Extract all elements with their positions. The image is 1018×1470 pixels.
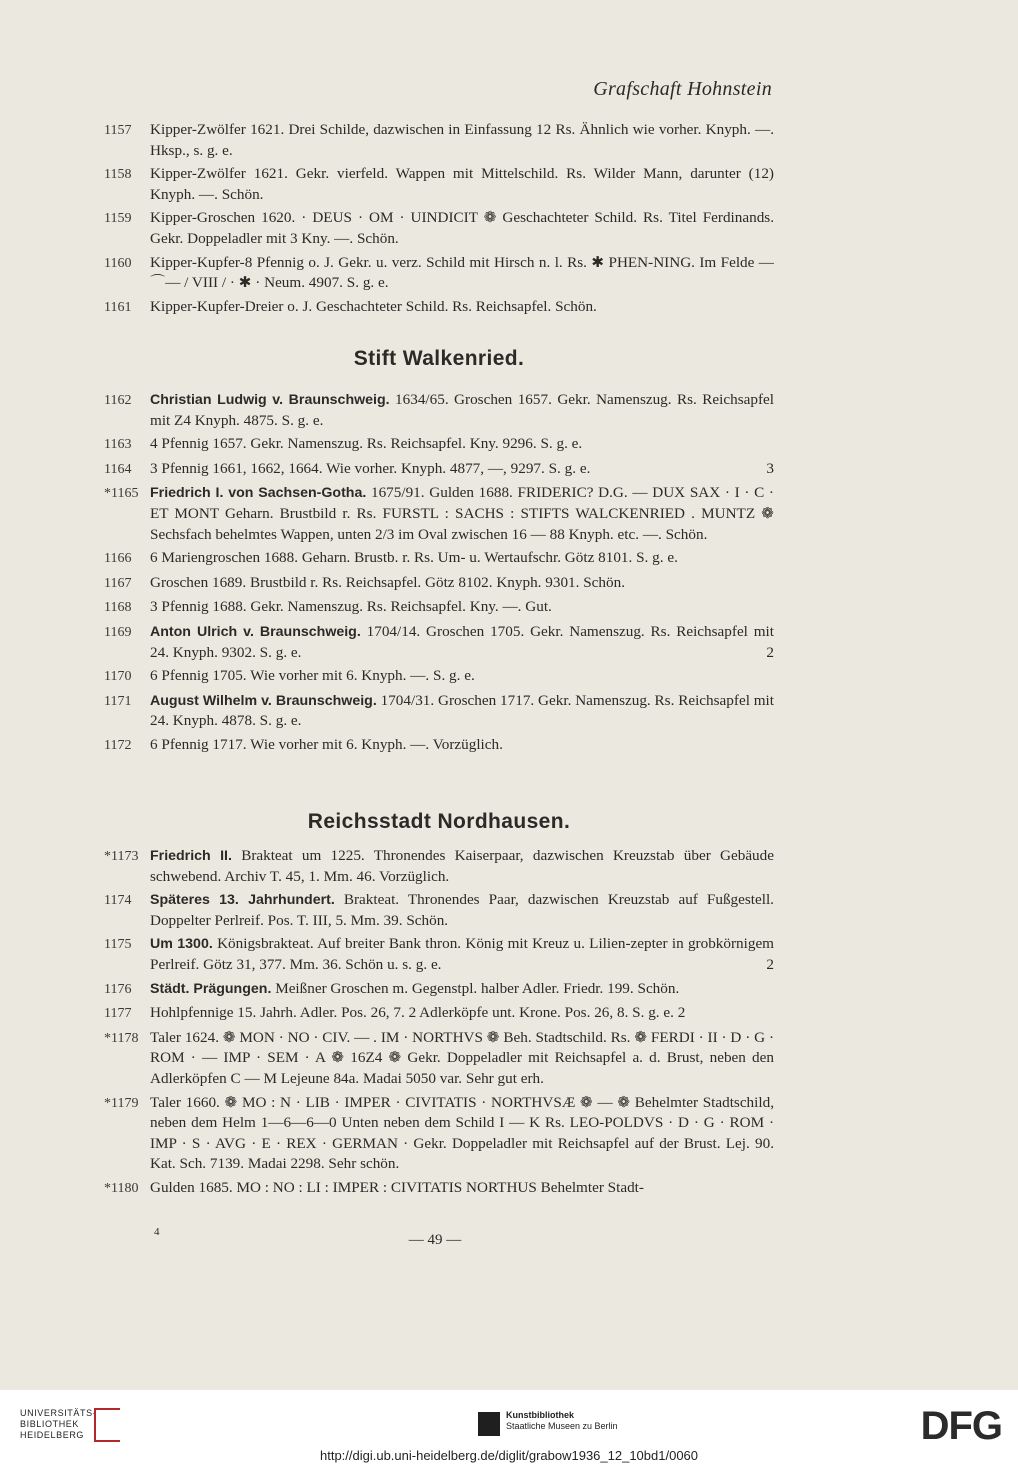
- catalog-entry: [104, 890, 774, 931]
- entry-ruler-name: Christian Ludwig v. Braunschweig.: [150, 392, 390, 408]
- entries-block-a: [104, 120, 774, 321]
- entry-number: 1172: [104, 737, 132, 753]
- entry-description: Brakteat um 1225. Thronendes Kaiserpaar, dazwischen Kreuzstab über Gebäude schwebend. Archiv T. 45, 1. Mm. 46. Vorzüglich.: [150, 847, 774, 885]
- entry-description: Hohlpfennige 15. Jahrh. Adler. Pos. 26, 7. 2 Adlerköpfe unt. Krone. Pos. 26, 8. S. g. e. 2: [150, 1004, 686, 1022]
- entry-number: *1180: [104, 1180, 139, 1196]
- entry-description: Kipper-Kupfer-Dreier o. J. Geschachteter Schild. Rs. Reichsapfel. Schön.: [150, 297, 597, 315]
- entry-number: *1178: [104, 1030, 139, 1046]
- entry-description: 6 Mariengroschen 1688. Geharn. Brustb. r. Rs. Um- u. Wertaufschr. Götz 8101. S. g. e.: [150, 549, 678, 567]
- entry-price: 2: [766, 643, 774, 661]
- catalog-entry: [104, 666, 774, 688]
- entry-price: 2: [766, 955, 774, 973]
- entry-description: 1704/31. Groschen 1717. Gekr. Namenszug. Rs. Reichsapfel mit 24. Knyph. 4878. S. g. e.: [150, 691, 774, 730]
- catalog-entry: [104, 1003, 774, 1025]
- entry-text: [150, 691, 774, 732]
- entry-text: [150, 890, 774, 931]
- entry-text: [150, 434, 774, 455]
- entry-text: [150, 979, 774, 1000]
- entry-text: [150, 846, 774, 887]
- entries-block-b: [104, 390, 774, 760]
- entry-ruler-name: Anton Ulrich v. Braunschweig.: [150, 623, 361, 640]
- entry-number: 1174: [104, 893, 132, 909]
- catalog-entry: [104, 164, 774, 205]
- entry-ruler-name: Späteres 13. Jahrhundert.: [150, 892, 335, 909]
- catalog-entry: [104, 1178, 774, 1200]
- kb-title: Kunstbibliothek: [506, 1410, 574, 1420]
- entry-number: 1162: [104, 393, 132, 408]
- entry-number: 1164: [104, 461, 132, 477]
- entry-number: *1165: [104, 486, 139, 502]
- entry-number: 1167: [104, 575, 132, 591]
- entry-text: [150, 666, 774, 687]
- entry-description: Taler 1660. ❁ MO : N · LIB · IMPER · CIVITATIS · NORTHVSÆ ❁ — ❁ Behelmter Stadtschild, neben dem Helm 1—6—6—0 Unten neben dem Schild I — K Rs. LEO-POLDVS · D · G · ROM · IMP · S · AVG · E · REX · GERMAN · Gekr. Doppeladler mit Reichsapfel auf der Brust. Lej. 90. Kat. Sch. 7139. Madai 2298. Sehr schön.: [150, 1093, 774, 1173]
- entry-number: 1171: [104, 693, 132, 709]
- entry-ruler-name: August Wilhelm v. Braunschweig.: [150, 692, 377, 709]
- entry-description: 1634/65. Groschen 1657. Gekr. Namenszug. Rs. Reichsapfel mit Z4 Knyph. 4875. S. g. e.: [150, 391, 774, 429]
- entry-text: [150, 120, 774, 161]
- entry-ruler-name: Friedrich I. von Sachsen-Gotha.: [150, 485, 367, 502]
- entry-number: 1159: [104, 211, 132, 227]
- catalog-entry: [104, 1093, 774, 1175]
- catalog-entry: [104, 934, 774, 975]
- entry-number: *1173: [104, 849, 139, 864]
- catalog-entry: [104, 459, 774, 481]
- entry-text: [150, 483, 774, 545]
- catalog-entry: [104, 597, 774, 619]
- entry-description: Königsbrakteat. Auf breiter Bank thron. König mit Kreuz u. Lilien-zepter in grobkörnigem Perlreif. Götz 31, 377. Mm. 36. Schön u. s. g. e.: [150, 935, 775, 973]
- uni-heidelberg-logo: [20, 1408, 96, 1441]
- catalog-entry: [104, 120, 774, 161]
- catalog-entry: [104, 390, 774, 431]
- page-number: — 49 —: [408, 1232, 462, 1248]
- entry-text: [150, 208, 774, 249]
- entry-text: [150, 1028, 774, 1090]
- entry-description: 1675/91. Gulden 1688. FRIDERIC? D.G. — DUX SAX · I · C · ET MONT Geharn. Brustbild r. Rs. FURSTL : SACHS : STIFTS WALCKENRIED . MUNTZ ❁ Sechsfach behelmtes Wappen, unten 2/3 im Oval zwischen 16 — 88 Knyph. etc. —. Schön.: [150, 484, 774, 543]
- entry-text: [150, 1178, 774, 1199]
- catalog-entry: [104, 735, 774, 757]
- section-heading-nordhausen: [104, 810, 774, 834]
- entry-text: [150, 164, 774, 205]
- entry-number: 1157: [104, 123, 132, 138]
- entry-description: Kipper-Groschen 1620. · DEUS · OM · UINDICIT ❁ Geschachteter Schild. Rs. Titel Ferdinands. Gekr. Doppeladler mit 3 Kny. —. Schön.: [150, 209, 774, 247]
- logo-line: HEIDELBERG: [20, 1430, 85, 1440]
- entry-number: 1158: [104, 167, 132, 183]
- entry-text: [150, 597, 774, 618]
- entry-description: Kipper-Zwölfer 1621. Gekr. vierfeld. Wappen mit Mittelschild. Rs. Wilder Mann, darunter (12) Knyph. —. Schön.: [150, 165, 774, 203]
- entry-description: Taler 1624. ❁ MON · NO · CIV. — . IM · NORTHVS ❁ Beh. Stadtschild. Rs. ❁ FERDI · II · D · G · ROM · — IMP · SEM · A ❁ 16Z4 ❁ Gekr. Doppeladler mit Reichsapfel a. d. Brust, neben den Adlerköpfen C — M Lejeune 84a. Madai 5050 var. Sehr gut erh.: [150, 1028, 774, 1087]
- entry-description: Groschen 1689. Brustbild r. Rs. Reichsapfel. Götz 8102. Knyph. 9301. Schön.: [150, 573, 625, 591]
- entry-description: 6 Pfennig 1705. Wie vorher mit 6. Knyph. —. S. g. e.: [150, 667, 475, 685]
- kunstbibliothek-logo: [506, 1410, 618, 1432]
- logo-line: UNIVERSITÄTS-: [20, 1408, 97, 1418]
- catalog-entry: [104, 573, 774, 595]
- catalog-entry: [104, 979, 774, 1001]
- entry-number: *1179: [104, 1095, 139, 1111]
- section-title: Stift Walkenried.: [353, 347, 525, 370]
- catalog-entry: [104, 434, 774, 456]
- entry-ruler-name: Städt. Prägungen.: [150, 980, 272, 997]
- entry-text: [150, 1093, 774, 1175]
- entry-description: Kipper-Kupfer-8 Pfennig o. J. Gekr. u. verz. Schild mit Hirsch n. l. Rs. ✱ PHEN-NING. Im Felde —⌒— / VIII / · ✱ · Neum. 4907. S. g. e.: [150, 253, 774, 292]
- entry-description: Gulden 1685. MO : NO : LI : IMPER : CIVITATIS NORTHUS Behelmter Stadt-: [150, 1178, 644, 1196]
- entry-number: 1163: [104, 437, 132, 453]
- entry-description: 4 Pfennig 1657. Gekr. Namenszug. Rs. Reichsapfel. Kny. 9296. S. g. e.: [150, 435, 583, 453]
- entry-text: [150, 1003, 774, 1024]
- catalog-entry: [104, 483, 774, 545]
- catalog-entry: [104, 208, 774, 249]
- entry-description: 3 Pfennig 1661, 1662, 1664. Wie vorher. Knyph. 4877, —, 9297. S. g. e.: [150, 459, 591, 477]
- dfg-logo: DFG: [920, 1404, 1002, 1448]
- section-title: Reichsstadt Nordhausen.: [307, 810, 571, 833]
- entry-text: [150, 459, 774, 480]
- entry-ruler-name: Friedrich II.: [150, 848, 232, 864]
- entry-text: [150, 390, 774, 431]
- entry-number: 1166: [104, 551, 132, 567]
- entry-text: [150, 622, 774, 663]
- entry-number: 1161: [104, 299, 132, 315]
- catalog-entry: [104, 548, 774, 570]
- kunstbibliothek-mark-icon: [478, 1412, 500, 1436]
- section-heading-walkenried: [104, 347, 774, 371]
- entry-text: [150, 297, 774, 318]
- logo-line: BIBLIOTHEK: [20, 1419, 80, 1429]
- running-header: Grafschaft Hohnstein: [593, 78, 772, 100]
- footer-bar: [0, 1390, 1018, 1470]
- entry-number: 1170: [104, 669, 132, 685]
- catalog-entry: [104, 297, 774, 319]
- catalog-entry: [104, 846, 774, 887]
- uni-heidelberg-mark-icon: [94, 1408, 120, 1442]
- entry-number: 1177: [104, 1006, 132, 1022]
- kb-subtitle: Staatliche Museen zu Berlin: [506, 1421, 618, 1431]
- source-url[interactable]: http://digi.ub.uni-heidelberg.de/diglit/grabow1936_12_10bd1/0060: [319, 1448, 699, 1463]
- entry-description: 3 Pfennig 1688. Gekr. Namenszug. Rs. Reichsapfel. Kny. —. Gut.: [150, 598, 552, 616]
- entry-text: [150, 735, 774, 756]
- entry-description: 6 Pfennig 1717. Wie vorher mit 6. Knyph. —. Vorzüglich.: [150, 735, 503, 753]
- catalog-entry: [104, 1028, 774, 1090]
- entry-description: 1704/14. Groschen 1705. Gekr. Namenszug. Rs. Reichsapfel mit 24. Knyph. 9302. S. g. e.: [150, 622, 774, 661]
- entry-number: 1175: [104, 937, 132, 953]
- catalog-entry: [104, 622, 774, 663]
- entry-number: 1169: [104, 624, 132, 640]
- entry-number: 1160: [104, 255, 132, 271]
- entry-text: [150, 934, 774, 975]
- entry-price: 3: [766, 459, 774, 477]
- signature-mark: 4: [154, 1226, 160, 1238]
- entry-text: [150, 253, 774, 294]
- catalog-entry: [104, 691, 774, 732]
- entry-description: Brakteat. Thronendes Paar, dazwischen Kreuzstab auf Fußgestell. Doppelter Perlreif. Pos. T. III, 5. Mm. 39. Schön.: [150, 891, 774, 929]
- entry-description: Meißner Groschen m. Gegenstpl. halber Adler. Friedr. 199. Schön.: [271, 979, 680, 997]
- catalog-entry: [104, 253, 774, 294]
- entries-block-c: [104, 846, 774, 1203]
- entry-text: [150, 573, 774, 594]
- entry-number: 1176: [104, 981, 132, 997]
- entry-ruler-name: Um 1300.: [150, 936, 213, 953]
- entry-number: 1168: [104, 600, 132, 616]
- entry-text: [150, 548, 774, 569]
- entry-description: Kipper-Zwölfer 1621. Drei Schilde, dazwischen in Einfassung 12 Rs. Ähnlich wie vorher. Knyph. —. Hksp., s. g. e.: [150, 121, 774, 159]
